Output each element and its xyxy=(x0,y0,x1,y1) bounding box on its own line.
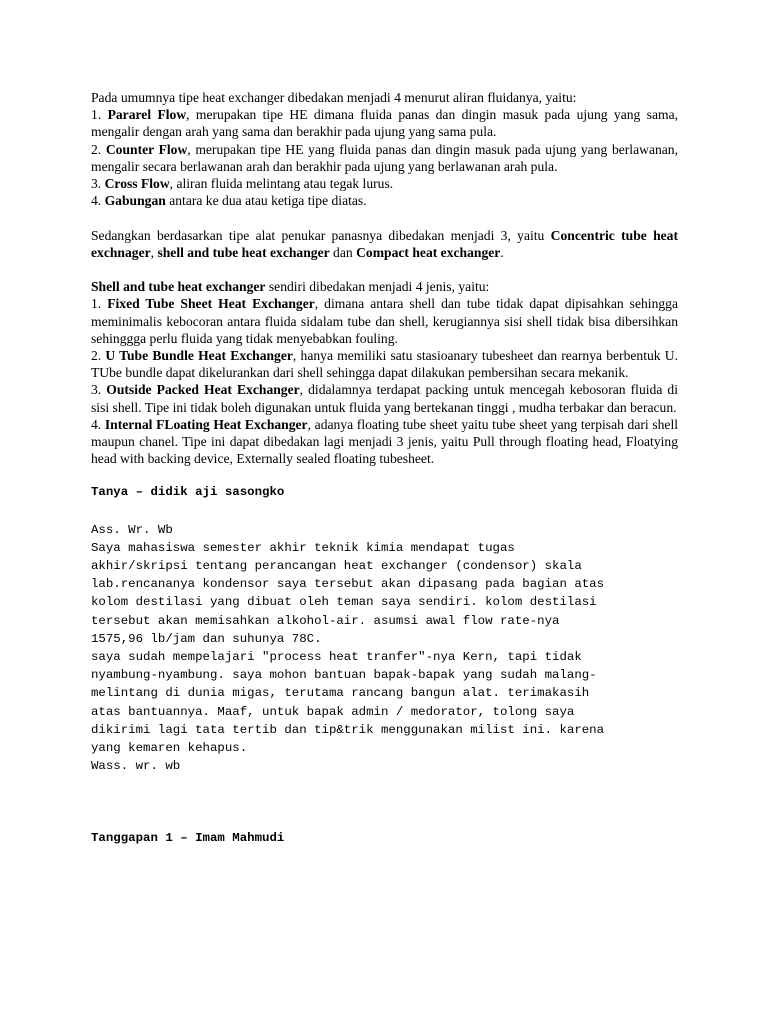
question-line: akhir/skripsi tentang perancangan heat exchanger (condensor) skala xyxy=(91,559,582,574)
question-line: atas bantuannya. Maaf, untuk bapak admin / medorator, tolong saya xyxy=(91,704,575,719)
flow-types-section xyxy=(91,89,678,209)
question-line: melintang di dunia migas, terutama rancang bangun alat. terimakasih xyxy=(91,686,590,701)
flow-type-item: 1. Pararel Flow, merupakan tipe HE dimana fluida panas dan dingin masuk pada ujung yang sama, mengalir dengan arah yang sama dan berakhir pada ujung yang sama pula. xyxy=(91,107,679,140)
shell-tube-term: Internal FLoating Heat Exchanger xyxy=(104,416,308,432)
type-compact: Compact heat exchanger xyxy=(356,244,501,260)
shell-tube-term: Outside Packed Heat Exchanger xyxy=(106,382,300,398)
question-line: Wass. wr. wb xyxy=(91,759,181,774)
shell-tube-item: 2. U Tube Bundle Heat Exchanger, hanya memiliki satu stasioanary tubesheet dan rearnya berbentuk U. TUbe bundle dapat dikelurankan dari shell sehingga dapat dilakukan pembersihan secara mekanik. xyxy=(91,348,679,381)
question-line: lab.rencananya kondensor saya tersebut akan dipasang pada bagian atas xyxy=(91,577,605,592)
flow-type-item: 2. Counter Flow, merupakan tipe HE yang fluida panas dan dingin masuk pada ujung yang berlawanan, mengalir secara berlawanan arah dan berakhir pada ujung yang berlawanan arah pula. xyxy=(91,141,678,174)
shell-tube-term: U Tube Bundle Heat Exchanger xyxy=(105,348,293,364)
shell-tube-section xyxy=(91,278,678,467)
shell-tube-item: 3. Outside Packed Heat Exchanger, didalamnya terdapat packing untuk mencegah kebosoran fluida di sisi shell. Tipe ini tidak boleh digunakan untuk fluida yang bertekanan tinggi , mudha terbakar dan beracun. xyxy=(91,382,678,415)
question-body xyxy=(91,521,678,776)
flow-type-term: Cross Flow xyxy=(104,176,170,192)
question-line: nyambung-nyambung. saya mohon bantuan bapak-bapak yang sudah malang- xyxy=(91,668,597,683)
flow-types-lead: Pada umumnya tipe heat exchanger dibedakan menjadi 4 menurut aliran fluidanya, yaitu: xyxy=(91,90,577,105)
question-line: Ass. Wr. Wb xyxy=(91,522,173,537)
shell-tube-item: 4. Internal FLoating Heat Exchanger, adanya floating tube sheet yaitu tube sheet yang terpisah dari shell maupun chanel. Tipe ini dapat dibedakan lagi menjadi 3 jenis, yaitu Pull through floating head, Floatying head with backing device, Externally sealed floating tubesheet. xyxy=(91,416,679,467)
question-line: kolom destilasi yang dibuat oleh teman saya sendiri. kolom destilasi xyxy=(91,595,597,610)
flow-type-item: 4. Gabungan antara ke dua atau ketiga tipe diatas. xyxy=(91,193,367,209)
question-line: dikirimi lagi tata tertib dan tip&trik menggunakan milist ini. karena xyxy=(91,722,605,737)
type-shell-tube: shell and tube heat exchanger xyxy=(157,244,330,260)
exchanger-types-paragraph: Sedangkan berdasarkan tipe alat penukar panasnya dibedakan menjadi 3, yaitu Concentric tube heat exchnager, shell and tube heat exchanger dan Compact heat exchanger. xyxy=(91,227,678,260)
shell-tube-item: 1. Fixed Tube Sheet Heat Exchanger, dimana antara shell dan tube tidak dapat dipisahkan sehingga meminimalis kebocoran antara fluida sidalam tube dan shell, kerugiannya sisi shell tidak bisa dibersihkan sehinggga perlu fluida yang tidak menyebabkan fouling. xyxy=(91,296,678,346)
flow-type-term: Gabungan xyxy=(104,193,166,209)
shell-tube-lead: Shell and tube heat exchanger sendiri dibedakan menjadi 4 jenis, yaitu: xyxy=(91,279,490,295)
question-line: tersebut akan memisahkan alkohol-air. asumsi awal flow rate-nya xyxy=(91,613,560,628)
question-line: Saya mahasiswa semester akhir teknik kimia mendapat tugas xyxy=(91,540,515,555)
flow-type-term: Counter Flow xyxy=(105,141,188,157)
question-line: yang kemaren kehapus. xyxy=(91,741,248,756)
question-line: 1575,96 lb/jam dan suhunya 78C. xyxy=(91,631,322,646)
question-line: saya sudah mempelajari "process heat tranfer"-nya Kern, tapi tidak xyxy=(91,650,582,665)
document-page xyxy=(91,89,678,848)
question-heading: Tanya – didik aji sasongko xyxy=(91,485,285,500)
response-heading: Tanggapan 1 – Imam Mahmudi xyxy=(91,831,285,846)
type-concentric: Concentric tube heat exchnager xyxy=(91,227,678,260)
shell-tube-term: Fixed Tube Sheet Heat Exchanger xyxy=(107,296,315,312)
flow-type-term: Pararel Flow xyxy=(107,107,187,123)
flow-type-item: 3. Cross Flow, aliran fluida melintang atau tegak lurus. xyxy=(91,176,394,192)
